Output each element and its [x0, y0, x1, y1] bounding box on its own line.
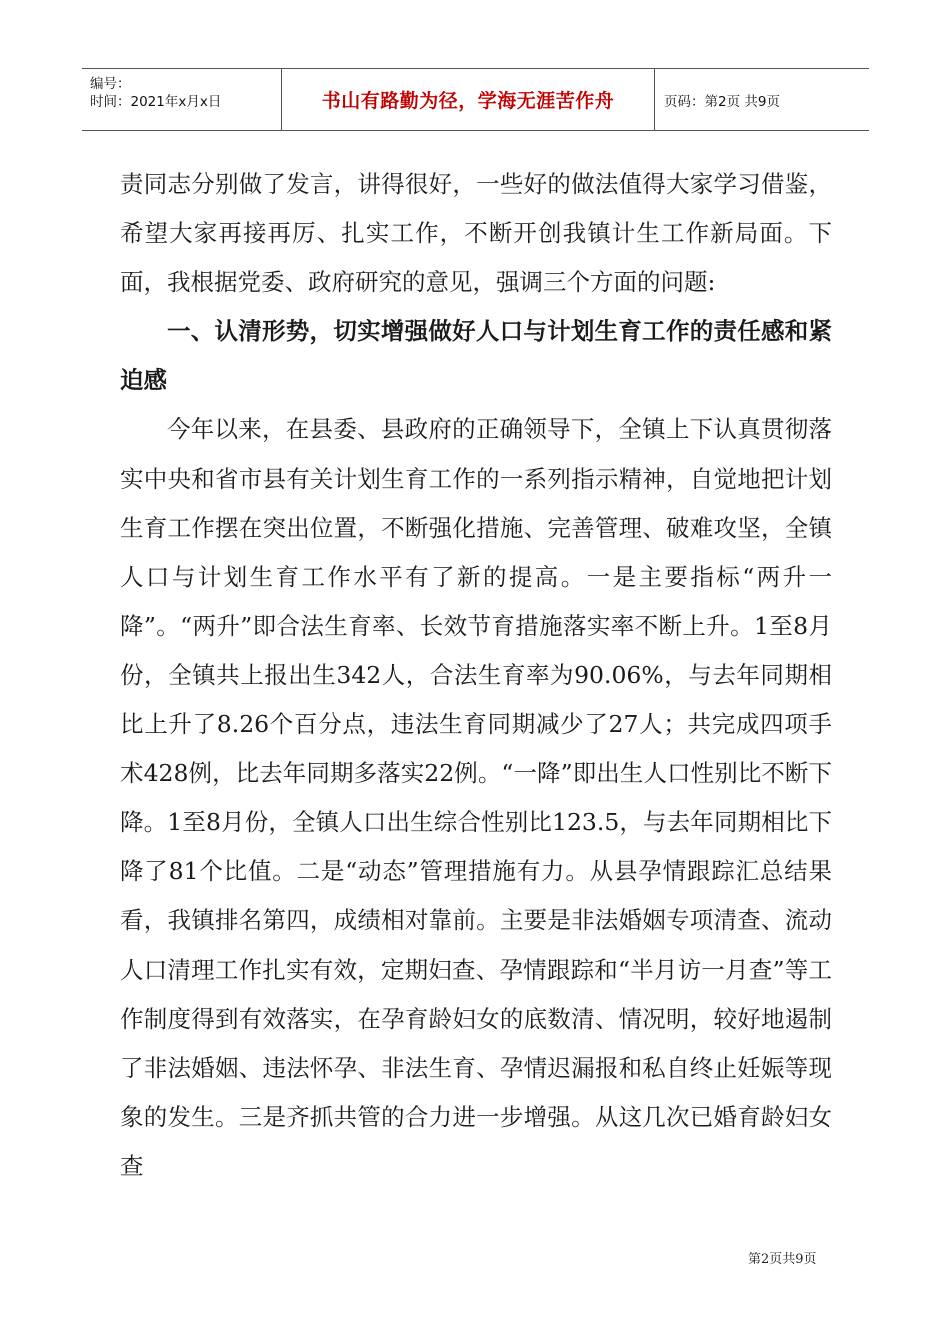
page-header: [82, 68, 869, 131]
header-info-cell: [82, 69, 282, 130]
header-motto-cell: [282, 69, 655, 130]
paragraph-situation: 今年以来，在县委、县政府的正确领导下，全镇上下认真贯彻落实中央和省市县有关计划生育工作的一系列指示精神，自觉地把计划生育工作摆在突出位置，不断强化措施、完善管理、破难攻坚，全镇人口与计划生育工作水平有了新的提高。一是主要指标“两升一降”。“两升”即合法生育率、长效节育措施落实率不断上升。1至8月份，全镇共上报出生342人，合法生育率为90.06%，与去年同期相比上升了8.26个百分点，违法生育同期减少了27人；共完成四项手术428例，比去年同期多落实22例。“一降”即出生人口性别比不断下降。1至8月份，全镇人口出生综合性别比123.5，与去年同期相比下降了81个比值。二是“动态”管理措施有力。从县孕情跟踪汇总结果看，我镇排名第四，成绩相对靠前。主要是非法婚姻专项清查、流动人口清理工作扎实有效，定期妇查、孕情跟踪和“半月访一月查”等工作制度得到有效落实，在孕育龄妇女的底数清、情况明，较好地遏制了非法婚姻、违法怀孕、非法生育、孕情迟漏报和私自终止妊娠等现象的发生。三是齐抓共管的合力进一步增强。从这几次已婚育龄妇女查: [120, 415, 832, 1180]
section-heading-1: 一、认清形势，切实增强做好人口与计划生育工作的责任感和紧迫感: [120, 317, 832, 395]
header-page-cell: [655, 69, 869, 130]
document-body: [120, 160, 832, 1191]
document-code-label: 编号：: [90, 76, 131, 92]
page-footer: 第2页共9页: [748, 1252, 817, 1267]
document-time-label: 时间：2021年x月x日: [90, 94, 222, 110]
paragraph-continuation: 责同志分别做了发言，讲得很好，一些好的做法值得大家学习借鉴，希望大家再接再厉、扎实工作，不断开创我镇计生工作新局面。下面，我根据党委、政府研究的意见，强调三个方面的问题:: [120, 170, 832, 297]
header-page-label: 页码：第2页 共9页: [664, 93, 780, 110]
header-motto: 书山有路勤为径，学海无涯苦作舟: [321, 90, 615, 112]
